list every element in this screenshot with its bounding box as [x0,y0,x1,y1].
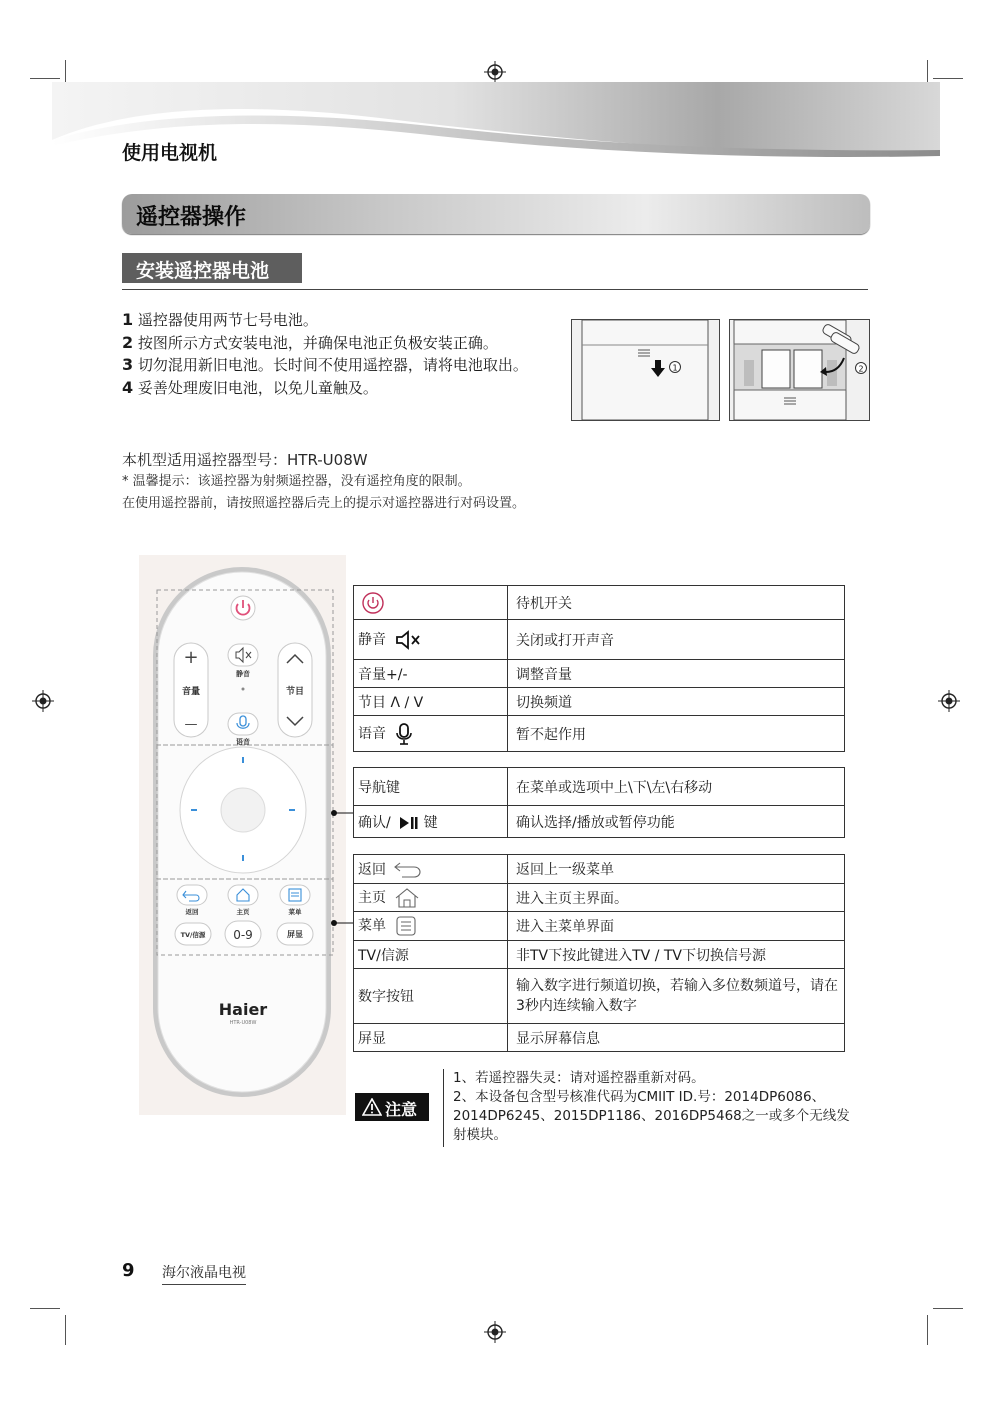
desc-cell: 切换频道 [508,688,845,716]
crop-mark [933,1308,963,1309]
battery-cover-icon [572,320,719,420]
note-label: 注意 [385,1100,418,1119]
model-line: 本机型适用遥控器型号：HTR-U08W [122,451,368,469]
play-pause-icon [399,815,419,831]
note-item: 2、本设备包含型号核准代码为CMIIT ID.号：2014DP6086、2014DP6245、2015DP1186、2016DP5468之一或多个无线发射模块。 [453,1089,850,1143]
note-badge [355,1093,429,1121]
table-row [354,768,845,806]
desc-cell: 进入主页主界面。 [508,884,845,912]
table-row [354,941,845,969]
key-cell: 返回 [354,855,508,884]
sub-title: 安装遥控器电池 [136,260,270,282]
notes [453,1069,853,1145]
battery-compartment-figure [729,319,870,421]
footer-title: 海尔液晶电视 [162,1262,246,1285]
main-title: 遥控器操作 [136,205,247,230]
table-row [354,855,845,884]
svg-text:音量: 音量 [181,687,201,697]
remote-info [122,450,822,514]
table-row [354,1024,845,1052]
svg-text:节目: 节目 [285,687,305,697]
step-item: 2 按图所示方式安装电池，并确保电池正负极安装正确。 [122,332,498,352]
mute-icon [394,629,424,651]
svg-text:0-9: 0-9 [233,928,253,942]
pair-line: 在使用遥控器前，请按照遥控器后壳上的提示对遥控器进行对码设置。 [122,496,526,511]
table-row [354,912,845,941]
svg-text:+: + [183,647,199,668]
main-title-bar [122,194,870,234]
desc-cell: 暂不起作用 [508,716,845,752]
step-item: 4 妥善处理废旧电池，以免儿童触及。 [122,377,378,397]
remote-figure [139,555,346,1115]
key-cell: 主页 [354,884,508,912]
key-cell: 音量+/- [354,660,508,688]
svg-text:主页: 主页 [236,908,250,916]
back-icon [394,860,424,880]
key-cell: 导航键 [354,768,508,806]
svg-text:—: — [184,717,198,732]
crop-mark [927,1315,928,1345]
desc-cell: 返回上一级菜单 [508,855,845,884]
home-icon [394,887,420,909]
table-row [354,586,845,620]
desc-cell: 输入数字进行频道切换，若输入多位数频道号，请在3秒内连续输入数字 [508,969,845,1024]
tip-line: * 温馨提示：该遥控器为射频遥控器，没有遥控角度的限制。 [122,474,471,489]
note-item: 1、若遥控器失灵：请对遥控器重新对码。 [453,1070,705,1086]
svg-text:静音: 静音 [236,670,250,678]
battery-steps [122,309,552,399]
key-table-navigation [353,767,845,838]
table-row [354,620,845,660]
key-cell: TV/信源 [354,941,508,969]
key-table-function [353,854,845,1052]
warning-icon [362,1098,382,1116]
remote-control-drawing [139,555,346,1115]
desc-cell: 确认选择/播放或暂停功能 [508,806,845,838]
svg-text:1: 1 [672,363,678,373]
registration-mark-icon [938,690,960,712]
key-cell: 数字按钮 [354,969,508,1024]
step-item: 3 切勿混用新旧电池。长时间不使用遥控器，请将电池取出。 [122,355,528,374]
battery-cover-figure [571,319,720,421]
desc-cell: 调整音量 [508,660,845,688]
step-item: 1 遥控器使用两节七号电池。 [122,310,318,329]
desc-cell: 显示屏幕信息 [508,1024,845,1052]
svg-text:返回: 返回 [185,908,199,916]
key-cell: 节目 Λ / V [354,688,508,716]
section-header: 使用电视机 [122,142,218,164]
desc-cell: 非TV下按此键进入TV / TV下切换信号源 [508,941,845,969]
desc-cell: 在菜单或选项中上\下\左\右移动 [508,768,845,806]
divider [122,289,868,290]
desc-cell: 待机开关 [508,586,845,620]
page-number: 9 [122,1260,135,1281]
registration-mark-icon [484,1321,506,1343]
table-row [354,660,845,688]
table-row [354,806,845,838]
crop-mark [30,1308,60,1309]
table-row [354,884,845,912]
svg-text:TV/信源: TV/信源 [180,931,206,939]
svg-text:2: 2 [858,364,864,374]
svg-text:菜单: 菜单 [288,908,302,916]
microphone-icon [394,722,414,746]
key-cell [354,586,508,620]
power-icon [362,592,384,614]
sub-title-bar [122,253,302,283]
desc-cell: 进入主菜单界面 [508,912,845,941]
key-cell: 确认/ 键 [354,806,508,838]
key-table-power-volume [353,585,845,752]
key-cell: 屏显 [354,1024,508,1052]
key-cell: 语音 [354,716,508,752]
table-row [354,969,845,1024]
note-divider [443,1069,444,1147]
svg-text:屏显: 屏显 [287,930,303,939]
svg-text:语音: 语音 [236,738,250,746]
svg-text:Haier: Haier [218,1000,268,1019]
table-row [354,688,845,716]
crop-mark [65,1315,66,1345]
key-cell: 静音 [354,620,508,660]
svg-text:HTR-U08W: HTR-U08W [229,1020,257,1026]
desc-cell: 关闭或打开声音 [508,620,845,660]
table-row [354,716,845,752]
key-cell: 菜单 [354,912,508,941]
battery-compartment-icon [730,320,869,420]
menu-icon [394,915,418,937]
registration-mark-icon [32,690,54,712]
